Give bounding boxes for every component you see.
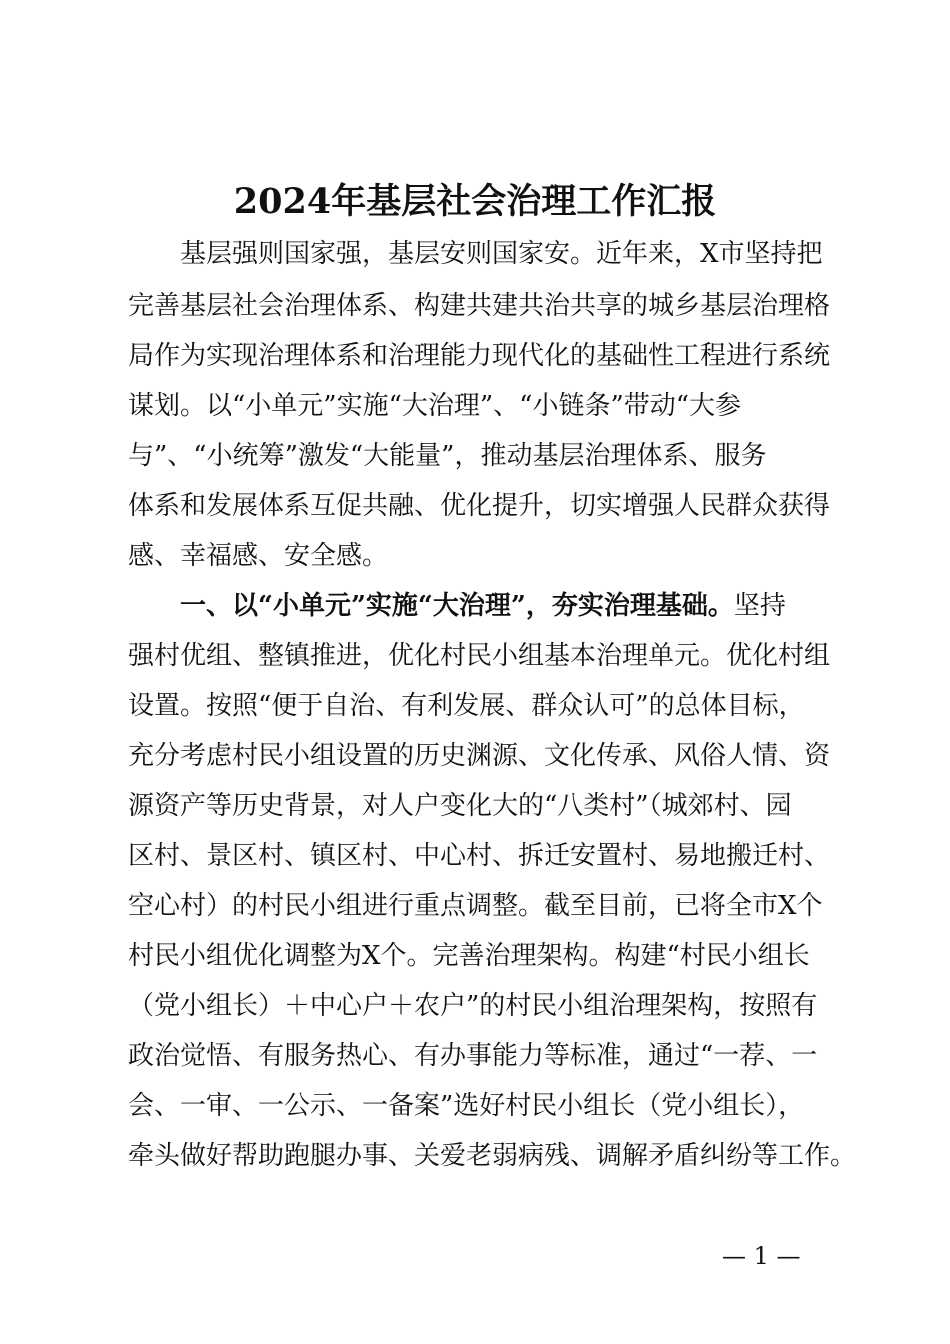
paragraph-line: 体系和发展体系互促共融、优化提升，切实增强人民群众获得 xyxy=(128,491,831,521)
section-heading-tail: 坚持 xyxy=(733,591,786,621)
paragraph-line: 牵头做好帮助跑腿办事、关爱老弱病残、调解矛盾纠纷等工作。 xyxy=(128,1141,857,1171)
paragraph-line: 局作为实现治理体系和治理能力现代化的基础性工程进行系统 xyxy=(128,341,831,371)
paragraph-line: 政治觉悟、有服务热心、有办事能力等标准，通过“一荐、一 xyxy=(128,1041,818,1071)
paragraph-line: 谋划。以“小单元”实施“大治理”、“小链条”带动“大参 xyxy=(128,391,742,421)
paragraph-line: 区村、景区村、镇区村、中心村、拆迁安置村、易地搬迁村、 xyxy=(128,841,831,871)
paragraph-line: （党小组长）＋中心户＋农户”的村民小组治理架构，按照有 xyxy=(128,991,818,1021)
paragraph-line: 设置。按照“便于自治、有利发展、群众认可”的总体目标， xyxy=(128,691,805,721)
page-number: — 1 — xyxy=(722,1242,801,1270)
paragraph-line: 空心村）的村民小组进行重点调整。截至目前，已将全市X个 xyxy=(128,891,823,921)
section-heading: 一、以“小单元”实施“大治理”，夯实治理基础。 xyxy=(180,591,734,621)
paragraph-line: 基层强则国家强，基层安则国家安。近年来，X市坚持把 xyxy=(180,239,823,269)
paragraph-line: 会、一审、一公示、一备案”选好村民小组长（党小组长）， xyxy=(128,1091,805,1121)
paragraph-line: 充分考虑村民小组设置的历史渊源、文化传承、风俗人情、资 xyxy=(128,741,831,771)
document-title: 2024年基层社会治理工作汇报 xyxy=(233,181,717,222)
section-heading-line xyxy=(180,591,786,621)
paragraph-line: 感、幸福感、安全感。 xyxy=(128,541,389,571)
paragraph-line: 村民小组优化调整为X个。完善治理架构。构建“村民小组长 xyxy=(128,941,810,971)
paragraph-line: 强村优组、整镇推进，优化村民小组基本治理单元。优化村组 xyxy=(128,641,831,671)
paragraph-line: 源资产等历史背景，对人户变化大的“八类村”（城郊村、园 xyxy=(128,791,792,821)
paragraph-line: 与”、“小统筹”激发“大能量”，推动基层治理体系、服务 xyxy=(128,441,767,471)
paragraph-line: 完善基层社会治理体系、构建共建共治共享的城乡基层治理格 xyxy=(128,291,831,321)
